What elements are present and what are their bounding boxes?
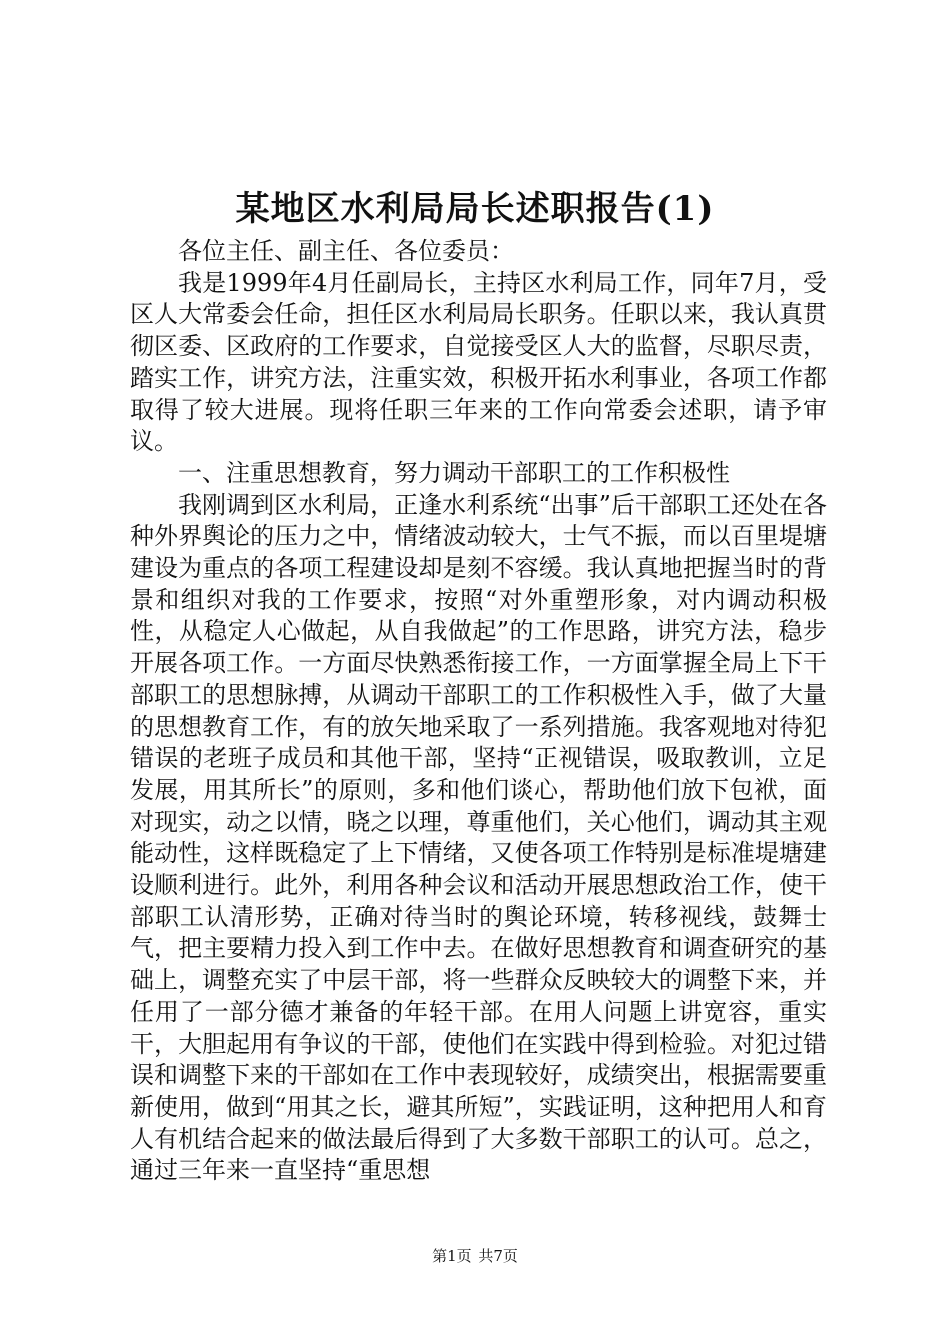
page-footer bbox=[0, 1246, 950, 1266]
page-total: 共7页 bbox=[478, 1247, 518, 1265]
document-title: 某地区水利局局长述职报告(1) bbox=[235, 189, 715, 229]
section-1-paragraph: 我刚调到区水利局，正逢水利系统“出事”后干部职工还处在各种外界舆论的压力之中，情绪波动较大，士气不振，而以百里堤塘建设为重点的各项工程建设却是刻不容缓。我认真地把握当时的背景和组织对我的工作要求，按照“对外重塑形象，对内调动积极性，从稳定人心做起，从自我做起”的工作思路，讲究方法，稳步开展各项工作。一方面尽快熟悉衔接工作，一方面掌握全局上下干部职工的思想脉搏，从调动干部职工的工作积极性入手，做了大量的思想教育工作，有的放矢地采取了一系列措施。我客观地对待犯错误的老班子成员和其他干部，坚持“正视错误，吸取教训，立足发展，用其所长”的原则，多和他们谈心，帮助他们放下包袱，面对现实，动之以情，晓之以理，尊重他们，关心他们，调动其主观能动性，这样既稳定了上下情绪，又使各项工作特别是标准堤塘建设顺利进行。此外，利用各种会议和活动开展思想政治工作，使干部职工认清形势，正确对待当时的舆论环境，转移视线，鼓舞士气，把主要精力投入到工作中去。在做好思想教育和调查研究的基础上，调整充实了中层干部，将一些群众反映较大的调整下来，并任用了一部分德才兼备的年轻干部。在用人问题上讲宽容，重实干，大胆起用有争议的干部，使他们在实践中得到检验。对犯过错误和调整下来的干部如在工作中表现较好，成绩突出，根据需要重新使用，做到“用其之长，避其所短”，实践证明，这种把用人和育人有机结合起来的做法最后得到了大多数干部职工的认可。总之，通过三年来一直坚持“重思想 bbox=[130, 490, 827, 1185]
section-heading-1: 一、注重思想教育，努力调动干部职工的工作积极性 bbox=[178, 458, 730, 487]
page-number: 第1页 bbox=[432, 1247, 472, 1265]
intro-paragraph: 我是1999年4月任副局长，主持区水利局工作，同年7月，受区人大常委会任命，担任区水利局局长职务。任职以来，我认真贯彻区委、区政府的工作要求，自觉接受区人大的监督，尽职尽责，踏实工作，讲究方法，注重实效，积极开拓水利事业，各项工作都取得了较大进展。现将任职三年来的工作向常委会述职，请予审议。 bbox=[130, 268, 827, 456]
document-body bbox=[130, 236, 827, 1187]
salutation-paragraph: 各位主任、副主任、各位委员： bbox=[178, 237, 514, 265]
